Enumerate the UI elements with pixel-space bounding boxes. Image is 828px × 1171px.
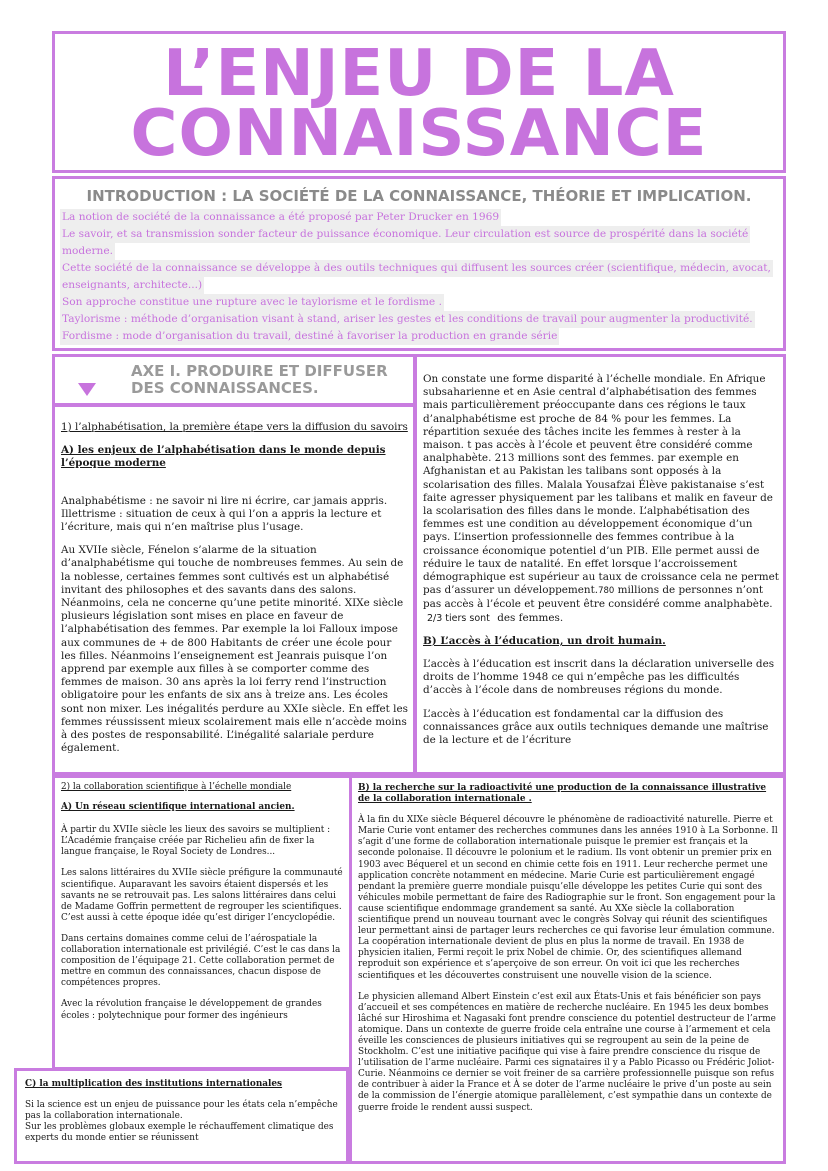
- intro-heading: INTRODUCTION : LA SOCIÉTÉ DE LA CONNAISSANCE, THÉORIE ET IMPLICATION.: [86, 187, 752, 205]
- intro-box: [52, 176, 786, 351]
- title-box: [52, 31, 786, 173]
- collab-box: [52, 775, 352, 1070]
- section2-title: 2) la collaboration scientifique à l’échelle mondiale: [61, 782, 292, 792]
- collab-paragraph: Les salons littéraires du XVIIe siècle préfigure la communauté scientifique. Auparavant les savoirs étaient dispersés et les savants ne se retrouvait pas. Les salons littéraires dans celui de Madame Goffrin permettent de regrouper les scientifiques. C’est aussi à cette époque idée qu’est diriger l’encyclopédie.: [61, 868, 343, 923]
- radioactivity-box: [349, 775, 786, 1164]
- intro-line: Son approche constitue une rupture avec le taylorisme et le fordisme .: [60, 294, 444, 311]
- page-title-line2: CONNAISSANCE: [130, 97, 708, 171]
- collab-paragraph: Dans certains domaines comme celui de l’aérospatiale la collaboration internationale est privilégié. C’est le cas dans la composition de l’équipage 21. Cette collaboration permet de mettre en commun des connaissances, chacun dispose de compétences propres.: [61, 933, 341, 989]
- intro-line: Taylorisme : méthode d’organisation visant à stand, ariser les gestes et les conditions de travail pour augmenter la productivité.: [60, 311, 755, 328]
- institutions-paragraph: Si la science est un enjeu de puissance pour les états cela n’empêche pas la collaboration internationale.: [25, 1100, 338, 1122]
- radioactivity-paragraph: Le physicien allemand Albert Einstein c’est exil aux États-Unis et fais bénéficier son pays d’accueil et ses compétences en matière de recherche nucléaire. En 1945 les deux bombes lâché sur Hiroshima et Nagasaki font prendre conscience du potentiel destructeur de l’arme atomique. Dans un contexte de guerre froide cela entraîne une course à l’armement et cela éveille les consciences de plusieurs initiatives qui se regroupent au sein de la peine de Stockholm. C’est une initiative pacifique qui vise à faire prendre conscience du risque de l’utilisation de l’arme nucléaire. Parmi ces signataires il y a Pablo Picasso ou Frédéric Joliot-Curie. Néanmoins ce dernier se voit freiner de sa carrière professionnelle puisque son refus de contribuer à aider la France et À se doter de l’arme nucléaire le prive d’un poste au sein de la commission de l’énergie atomique parallèlement, c’est sympathie dans un contexte de guerre froide le rendent aussi suspect.: [358, 991, 776, 1113]
- stat-tiers: 2/3 tiers sont: [427, 612, 490, 624]
- intro-line: Cette société de la connaissance se développe à des outils techniques qui diffusent les sources créer (scientifique, médecin, avocat,: [60, 260, 773, 277]
- intro-line: Fordisme : mode d’organisation du travail, destiné à favoriser la production en grande série: [60, 328, 559, 345]
- collab-paragraph: À partir du XVIIe siècle les lieux des savoirs se multiplient : L’Académie française créée par Richelieu afin de fixer la langue française, le Royal Society de Londres...: [61, 825, 331, 858]
- collab-paragraph: Avec la révolution française le développement de grandes écoles : polytechnique pour former des ingénieurs: [61, 999, 322, 1021]
- definition-analphabetisme: Analphabétisme : ne savoir ni lire ni écrire, car jamais appris.: [61, 494, 388, 507]
- paragraph-access-right: L’accès à l’éducation est inscrit dans la déclaration universelle des droits de l’homme 1948 ce qui n’empêche pas les difficultés d’accès à l’école dans de nombreuses régions du monde.: [423, 658, 775, 697]
- intro-line: moderne.: [60, 243, 115, 260]
- down-triangle-icon: [78, 383, 96, 396]
- axe1-header-box: [52, 354, 416, 406]
- axe1-content-box: [52, 404, 416, 775]
- institutions-box: [14, 1068, 349, 1164]
- paragraph-world-disparity: On constate une forme disparité à l’échelle mondiale. En Afrique subsaharienne et en Asie central d’alphabétisation des femmes mais particulièrement préoccupante dans ces régions le taux d’analphabétisme est proche de 84 % pour les femmes. La répartition sexuée des tâches incite les femmes à rester à la maison. t pas accès à l’école et peuvent être considéré comme analphabète. 213 millions sont des femmes. par exemple en Afghanistan et au Pakistan les talibans sont opposés à la scolarisation des filles. Malala Yousafzai Élève pakistanaise s’est faite agresser physiquement par les talibans et malik en faveur de la scolarisation des filles dans le monde. L’alphabétisation des femmes est une condition au développement économique d’un pays. L’insertion professionnelle des femmes contribue à la croissance économique potentiel d’un PIB. Elle permet aussi de réduire le taux de natalité. En effet lorsque l’accroissement démographique est supérieur au taux de croissance cela ne permet pas d’assurer un développement.780 millions de personnes n’ont pas accès à l’école et peuvent être considéré comme analphabète. 2/3 tiers sont des femmes.: [423, 373, 779, 624]
- page-title-line1: L’ENJEU DE LA: [163, 37, 675, 111]
- radioactivity-paragraph: À la fin du XIXe siècle Béquerel découvre le phénomène de radioactivité naturelle. Pierre et Marie Curie vont entamer des recherches communes dans les années 1910 à La Sorbonne. Il s’agit d’une forme de collaboration internationale puisque le premier est français et la seconde polonaise. Il découvre le polonium et le radium. Ils vont obtenir un premier prix en 1903 avec Béquerel et un second en chimie cette fois en 1911. Leur recherche permet une application concrète notamment en médecine. Marie Curie est particulièrement engagé pendant la première guerre mondiale puisqu’elle développe les petites Curie qui sont des véhicules mobile permettant de faire des Radiographie sur le front. Son engagement pour la cause scientifique endommage grandement sa santé. Au XXe siècle la collaboration scientifique prend un nouveau tournant avec le congrès Solvay qui réunit des scientifiques leur permettant ainsi de partager leurs recherches ce qui favorise leur émulation commune. La coopération internationale devient de plus en plus la norme de travail. En 1938 de physicien italien, Fermi reçoit le prix Nobel de chimie. Or, des scientifiques allemand reproduit son expérience et s’aperçoive de son erreur. On voit ici que les recherches scientifiques et les découvertes construisent une nouvelle vision de la science.: [358, 815, 778, 981]
- collab-subsection-a-title: A) Un réseau scientifique international ancien.: [61, 802, 295, 813]
- axe1-heading: AXE I. PRODUIRE ET DIFFUSER DES CONNAISSANCES.: [131, 362, 388, 397]
- intro-line: La notion de société de la connaissance a été proposé par Peter Drucker en 1969: [60, 209, 501, 226]
- section1-title: 1) l’alphabétisation, la première étape vers la diffusion du savoirs: [61, 421, 408, 433]
- axe1-right-box: [414, 354, 786, 775]
- definition-illettrisme: Illettrisme : situation de ceux à qui l’on a appris la lecture et l’écriture, mais qui n’en maîtrise plus l’usage.: [61, 507, 382, 534]
- radioactivity-title: B) la recherche sur la radioactivité une production de la connaissance illustrative de la collaboration internationale .: [358, 783, 767, 805]
- intro-line: enseignants, architecte...): [60, 277, 204, 294]
- institutions-paragraph: Sur les problèmes globaux exemple le réchauffement climatique des experts du monde entier se réunissent: [25, 1122, 334, 1144]
- subsection-a-title: A) les enjeux de l’alphabétisation dans le monde depuis l’époque moderne: [61, 444, 386, 470]
- subsection-c-title: C) la multiplication des institutions internationales: [25, 1079, 283, 1089]
- subsection-b-title: B) L’accès à l’éducation, un droit humain.: [423, 634, 666, 647]
- paragraph-access-fundamental: L’accès à l’éducation est fondamental car la diffusion des connaissances grâce aux outils techniques demande une maîtrise de la lecture et de l’écriture: [423, 707, 769, 747]
- paragraph-history: Au XVIIe siècle, Fénelon s’alarme de la situation d’analphabétisme qui touche de nombreuses femmes. Au sein de la noblesse, certaines femmes sont cultivés est un alphabétisé invitant des philosophes et des savants dans des salons. Néanmoins, cela ne concerne qu’une petite minorité. XIXe siècle plusieurs législation sont mises en place en faveur de l’alphabétisation des femmes. Par exemple la loi Falloux impose aux communes de + de 800 Habitants de créer une école pour les filles. Néanmoins l’enseignement est Jeanrais puisque l’on apprend par exemple aux filles à se comporter comme des femmes de maison. 30 ans après la loi ferry rend l’instruction obligatoire pour les enfants de six ans à treize ans. Les écoles sont non mixer. Les inégalités perdure au XXIe siècle. En effet les femmes réussissent mieux scolairement mais elle n’accède moins à des postes de responsabilité. L’inégalité salariale perdure également.: [61, 544, 408, 755]
- intro-line: Le savoir, et sa transmission sonder facteur de puissance économique. Leur circulation est source de prospérité dans la société: [60, 226, 750, 243]
- stat-780: 780: [598, 586, 615, 597]
